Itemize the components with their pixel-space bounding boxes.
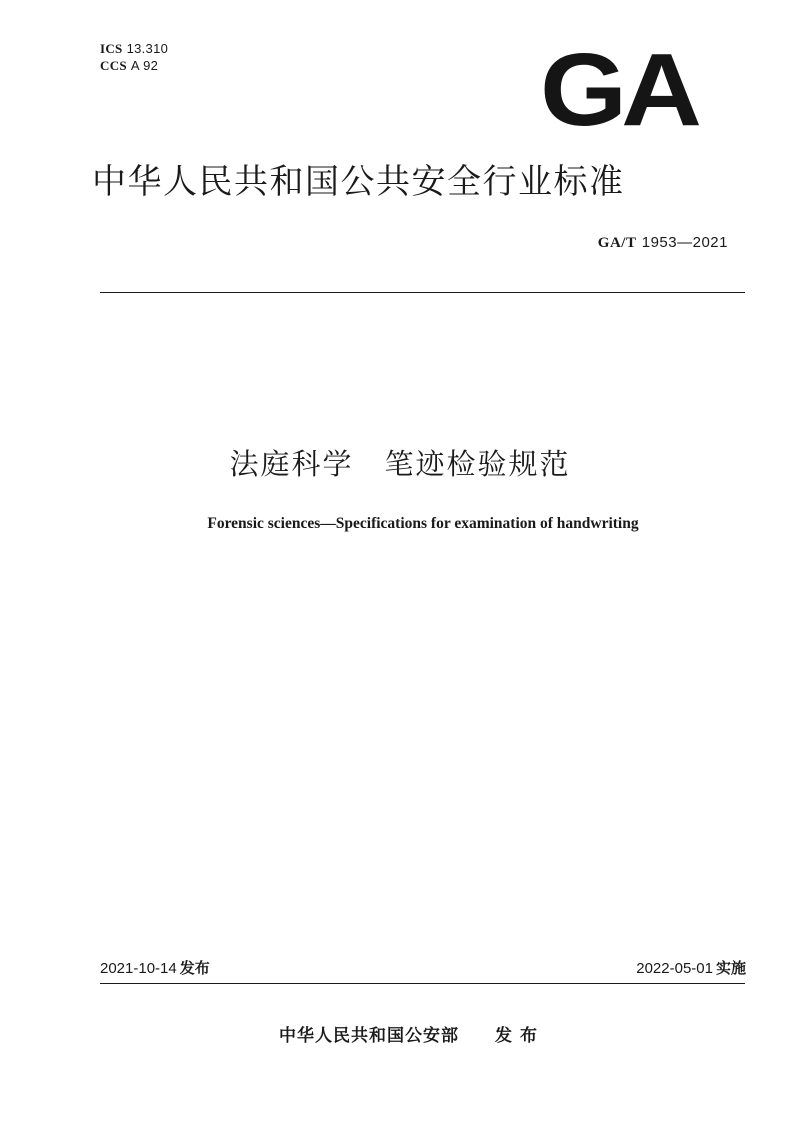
ccs-code (100, 57, 168, 74)
top-divider (100, 292, 745, 293)
publisher (279, 1024, 545, 1048)
issue-date-word: 发布 (179, 959, 210, 977)
classification-codes (100, 40, 168, 74)
ccs-label: CCS (100, 58, 127, 73)
bottom-divider (100, 983, 745, 984)
publisher-action: 发布 (495, 1026, 545, 1046)
ics-value: 13.310 (126, 41, 169, 56)
implementation-date-value: 2022-05-01 (636, 960, 713, 977)
document-title-english: Forensic sciences—Specifications for examination of handwriting (207, 515, 639, 532)
issue-date (100, 958, 210, 979)
standard-number-value: 1953—2021 (641, 234, 728, 251)
ga-logo: GA (540, 32, 696, 148)
implementation-date (636, 958, 746, 979)
standard-type-heading: 中华人民共和国公共安全行业标准 (92, 162, 625, 202)
issue-date-value: 2021-10-14 (100, 960, 177, 977)
ccs-value: A 92 (130, 58, 159, 73)
document-title-chinese: 法庭科学 笔迹检验规范 (229, 447, 571, 481)
publisher-name: 中华人民共和国公安部 (279, 1026, 459, 1046)
standard-number-prefix: GA/T (597, 235, 637, 251)
ics-code (100, 40, 168, 57)
implementation-date-word: 实施 (715, 959, 746, 977)
standard-number (598, 232, 728, 253)
ics-label: ICS (100, 41, 123, 56)
